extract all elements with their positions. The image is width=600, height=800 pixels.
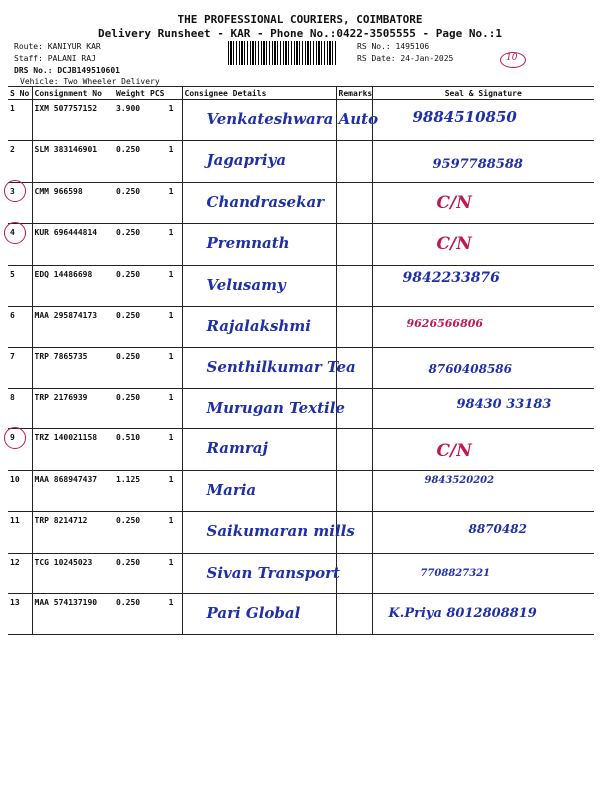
seal-handwriting: 9843520202 (424, 475, 495, 486)
weight-cell: 0.250 (114, 266, 148, 307)
consignee-handwriting: Sivan Transport (206, 564, 340, 582)
col-seal: Seal & Signature (372, 87, 594, 100)
sno-cell: 7 (8, 348, 32, 389)
seal-handwriting: 9842233876 (402, 270, 500, 286)
consignee-handwriting: Venkateshwara Auto (206, 110, 379, 128)
pcs-cell: 1 (148, 141, 182, 183)
row-4-circle (4, 222, 26, 244)
col-consignee: Consignee Details (182, 87, 336, 100)
seal-signature-cell (372, 594, 594, 635)
table-row (8, 429, 594, 471)
seal-handwriting: 7708827321 (420, 568, 491, 579)
sno-cell: 1 (8, 100, 32, 141)
consignment-cell: KUR 696444814 (32, 224, 114, 266)
seal-signature-cell (372, 183, 594, 224)
col-remarks: Remarks (336, 87, 372, 100)
consignment-cell: MAA 574137190 (32, 594, 114, 635)
table-row (8, 471, 594, 512)
consignee-cell (182, 183, 336, 224)
consignee-handwriting: Pari Global (206, 604, 301, 622)
weight-cell: 0.250 (114, 307, 148, 348)
staff-label: Staff: PALANI RAJ (14, 54, 96, 63)
seal-handwriting: 9626566806 (406, 317, 484, 330)
barcode (228, 41, 336, 65)
table-row (8, 141, 594, 183)
seal-signature-cell (372, 512, 594, 554)
vehicle-label: Vehicle: Two Wheeler Delivery (20, 77, 160, 86)
consignee-handwriting: Jagapriya (206, 151, 287, 169)
remarks-cell (336, 266, 372, 307)
pcs-cell: 1 (148, 594, 182, 635)
col-weight: Weight (114, 87, 148, 100)
consignee-handwriting: Maria (206, 481, 257, 499)
drs-label: DRS No.: DCJB149510601 (14, 66, 120, 75)
consignee-handwriting: Rajalakshmi (206, 317, 311, 335)
consignment-cell: TRZ 140021158 (32, 429, 114, 471)
consignment-cell: TRP 2176939 (32, 389, 114, 429)
seal-signature-cell (372, 429, 594, 471)
consignment-cell: TRP 7865735 (32, 348, 114, 389)
pcs-cell: 1 (148, 429, 182, 471)
pcs-cell: 1 (148, 100, 182, 141)
row-9-circle (4, 427, 26, 449)
table-row (8, 348, 594, 389)
consignee-cell (182, 266, 336, 307)
consignment-cell: TCG 10245023 (32, 554, 114, 594)
sno-cell: 3 (8, 183, 32, 224)
rs-number: RS No.: 1495106 (357, 42, 430, 51)
consignee-cell (182, 100, 379, 141)
consignee-cell (182, 594, 336, 635)
consignment-cell: EDQ 14486698 (32, 266, 114, 307)
table-row (8, 183, 594, 224)
consignee-cell (182, 348, 356, 389)
weight-cell: 0.250 (114, 554, 148, 594)
table-row (8, 512, 594, 554)
sno-cell: 12 (8, 554, 32, 594)
consignment-cell: CMM 966598 (32, 183, 114, 224)
weight-cell: 0.250 (114, 512, 148, 554)
table-row (8, 224, 594, 266)
sno-cell: 6 (8, 307, 32, 348)
consignee-cell (182, 429, 336, 471)
consignment-cell: IXM 507757152 (32, 100, 114, 141)
sno-cell: 4 (8, 224, 32, 266)
remarks-cell (336, 471, 372, 512)
count-value: 10 (506, 53, 518, 63)
table-row (8, 266, 594, 307)
weight-cell: 0.510 (114, 429, 148, 471)
seal-handwriting: C/N (436, 441, 472, 461)
consignee-handwriting: Premnath (206, 234, 290, 252)
consignee-handwriting: Velusamy (206, 276, 286, 294)
pcs-cell: 1 (148, 183, 182, 224)
consignment-cell: MAA 295874173 (32, 307, 114, 348)
remarks-cell (336, 224, 372, 266)
remarks-cell (336, 183, 372, 224)
pcs-cell: 1 (148, 554, 182, 594)
consignee-handwriting: Murugan Textile (206, 399, 345, 417)
seal-signature-cell (372, 307, 594, 348)
pcs-cell: 1 (148, 471, 182, 512)
weight-cell: 0.250 (114, 224, 148, 266)
seal-handwriting: K.Priya 8012808819 (388, 606, 537, 621)
seal-handwriting: 8760408586 (428, 362, 512, 376)
consignee-handwriting: Senthilkumar Tea (206, 358, 356, 376)
consignment-cell: MAA 868947437 (32, 471, 114, 512)
pcs-cell: 1 (148, 307, 182, 348)
weight-cell: 0.250 (114, 348, 148, 389)
seal-handwriting: 9597788588 (432, 157, 523, 172)
runsheet-subtitle: Delivery Runsheet - KAR - Phone No.:0422-3505555 - Page No.:1 (98, 27, 502, 40)
weight-cell: 0.250 (114, 594, 148, 635)
consignee-handwriting: Chandrasekar (206, 193, 325, 211)
remarks-cell (336, 141, 372, 183)
seal-signature-cell (372, 266, 594, 307)
sno-cell: 5 (8, 266, 32, 307)
company-title: THE PROFESSIONAL COURIERS, COIMBATORE (177, 13, 423, 26)
weight-cell: 3.900 (114, 100, 148, 141)
runsheet-table (8, 86, 594, 635)
sno-cell: 9 (8, 429, 32, 471)
consignment-cell: SLM 383146901 (32, 141, 114, 183)
seal-handwriting: C/N (436, 193, 472, 213)
pcs-cell: 1 (148, 389, 182, 429)
remarks-cell (336, 307, 372, 348)
consignee-cell (182, 471, 336, 512)
weight-cell: 0.250 (114, 389, 148, 429)
seal-handwriting: 9884510850 (412, 108, 517, 126)
weight-cell: 1.125 (114, 471, 148, 512)
table-row (8, 307, 594, 348)
sno-cell: 11 (8, 512, 32, 554)
seal-signature-cell (372, 389, 594, 429)
consignee-cell (182, 512, 355, 554)
consignee-cell (182, 224, 336, 266)
weight-cell: 0.250 (114, 141, 148, 183)
consignee-handwriting: Ramraj (206, 439, 268, 457)
consignee-cell (182, 554, 340, 594)
weight-cell: 0.250 (114, 183, 148, 224)
pcs-cell: 1 (148, 512, 182, 554)
count-circle (500, 52, 526, 68)
seal-signature-cell (372, 471, 594, 512)
row-3-circle (4, 180, 26, 202)
table-row (8, 389, 594, 429)
seal-signature-cell (372, 554, 594, 594)
seal-signature-cell (372, 348, 594, 389)
sno-cell: 10 (8, 471, 32, 512)
remarks-cell (336, 429, 372, 471)
seal-handwriting: C/N (436, 234, 472, 254)
col-sno: S No (8, 87, 32, 100)
pcs-cell: 1 (148, 266, 182, 307)
sno-cell: 13 (8, 594, 32, 635)
consignment-cell: TRP 8214712 (32, 512, 114, 554)
table-row (8, 100, 594, 141)
sno-cell: 8 (8, 389, 32, 429)
col-pcs: PCS (148, 87, 182, 100)
remarks-cell (336, 594, 372, 635)
sno-cell: 2 (8, 141, 32, 183)
seal-signature-cell (372, 100, 594, 141)
consignee-cell (182, 307, 336, 348)
pcs-cell: 1 (148, 348, 182, 389)
table-row (8, 594, 594, 635)
seal-handwriting: 98430 33183 (456, 397, 552, 412)
col-consignment: Consignment No (32, 87, 114, 100)
route-label: Route: KANIYUR KAR (14, 42, 101, 51)
consignee-cell (182, 141, 336, 183)
rs-date: RS Date: 24-Jan-2025 (357, 54, 454, 63)
consignee-cell (182, 389, 345, 429)
table-header (8, 87, 594, 100)
seal-signature-cell (372, 224, 594, 266)
table-row (8, 554, 594, 594)
remarks-cell (336, 554, 372, 594)
seal-handwriting: 8870482 (468, 522, 527, 536)
seal-signature-cell (372, 141, 594, 183)
consignee-handwriting: Saikumaran mills (206, 522, 355, 540)
pcs-cell: 1 (148, 224, 182, 266)
